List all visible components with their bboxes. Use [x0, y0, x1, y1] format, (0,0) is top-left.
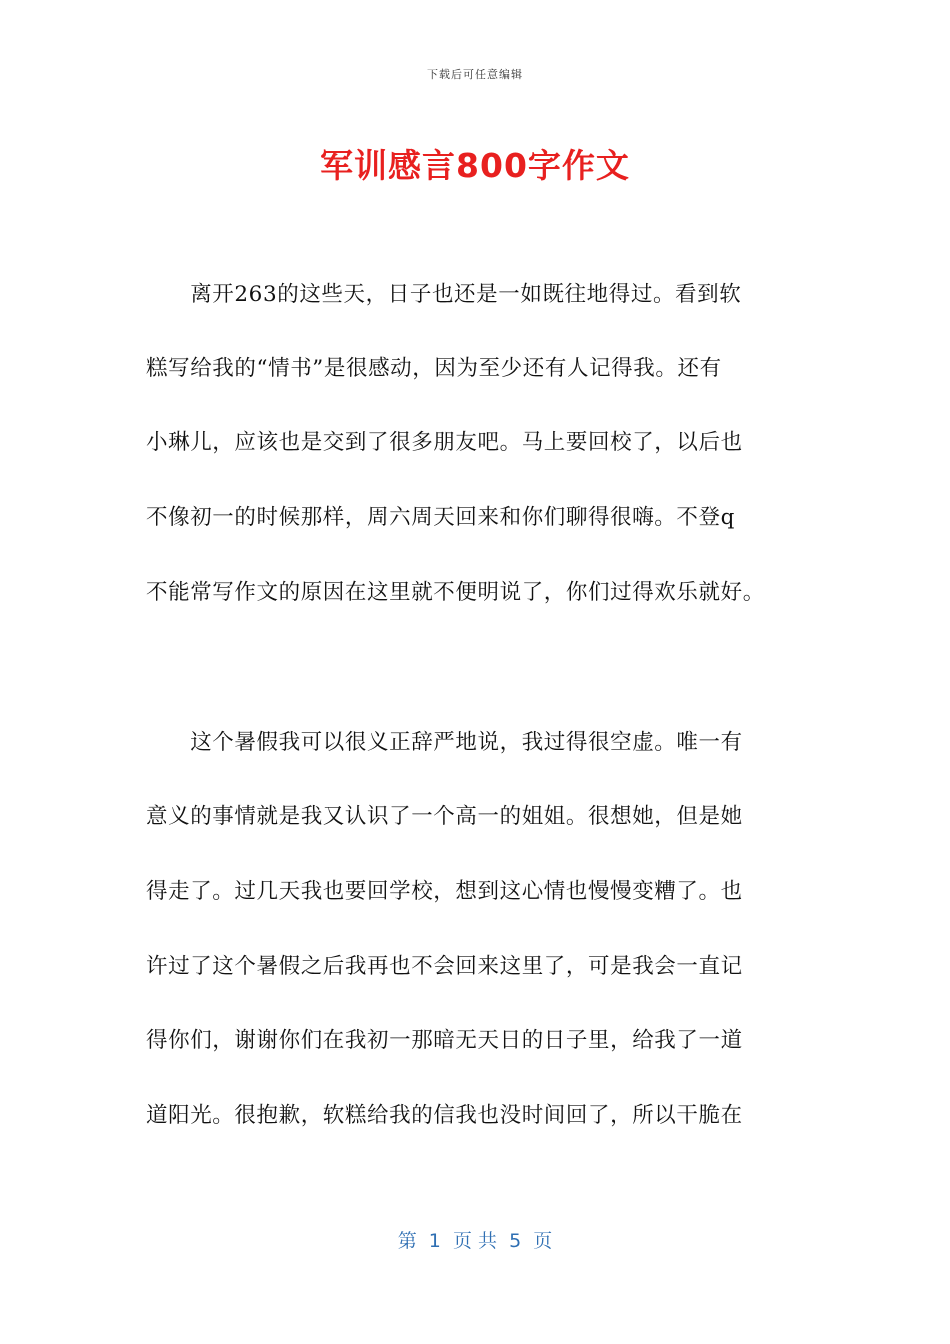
paragraph-line: 得走了。过几天我也要回学校，想到这心情也慢慢变糟了。也 — [146, 879, 743, 904]
document-title: 军训感言800字作文 — [320, 146, 630, 185]
paragraph-line: 不能常写作文的原因在这里就不便明说了，你们过得欢乐就好。 — [146, 580, 765, 605]
paragraph-line: 这个暑假我可以很义正辞严地说，我过得很空虚。唯一有 — [146, 730, 743, 755]
paragraph-line: 离开263的这些天，日子也还是一如既往地得过。看到软 — [146, 282, 742, 307]
paragraph-line: 糕写给我的“情书”是很感动，因为至少还有人记得我。还有 — [146, 356, 722, 381]
paragraph-line: 许过了这个暑假之后我再也不会回来这里了，可是我会一直记 — [146, 954, 743, 979]
paragraph-line: 小琳儿，应该也是交到了很多朋友吧。马上要回校了，以后也 — [146, 430, 743, 455]
paragraph-line: 意义的事情就是我又认识了一个高一的姐姐。很想她，但是她 — [146, 804, 743, 829]
paragraph-line: 不像初一的时候那样，周六周天回来和你们聊得很嗨。不登q — [146, 505, 735, 530]
paragraph-line: 得你们，谢谢你们在我初一那暗无天日的日子里，给我了一道 — [146, 1028, 743, 1053]
page-number-footer: 第 1 页 共 5 页 — [397, 1230, 553, 1252]
paragraph-line: 道阳光。很抱歉，软糕给我的信我也没时间回了，所以干脆在 — [146, 1103, 743, 1128]
header-note: 下载后可任意编辑 — [427, 68, 523, 81]
